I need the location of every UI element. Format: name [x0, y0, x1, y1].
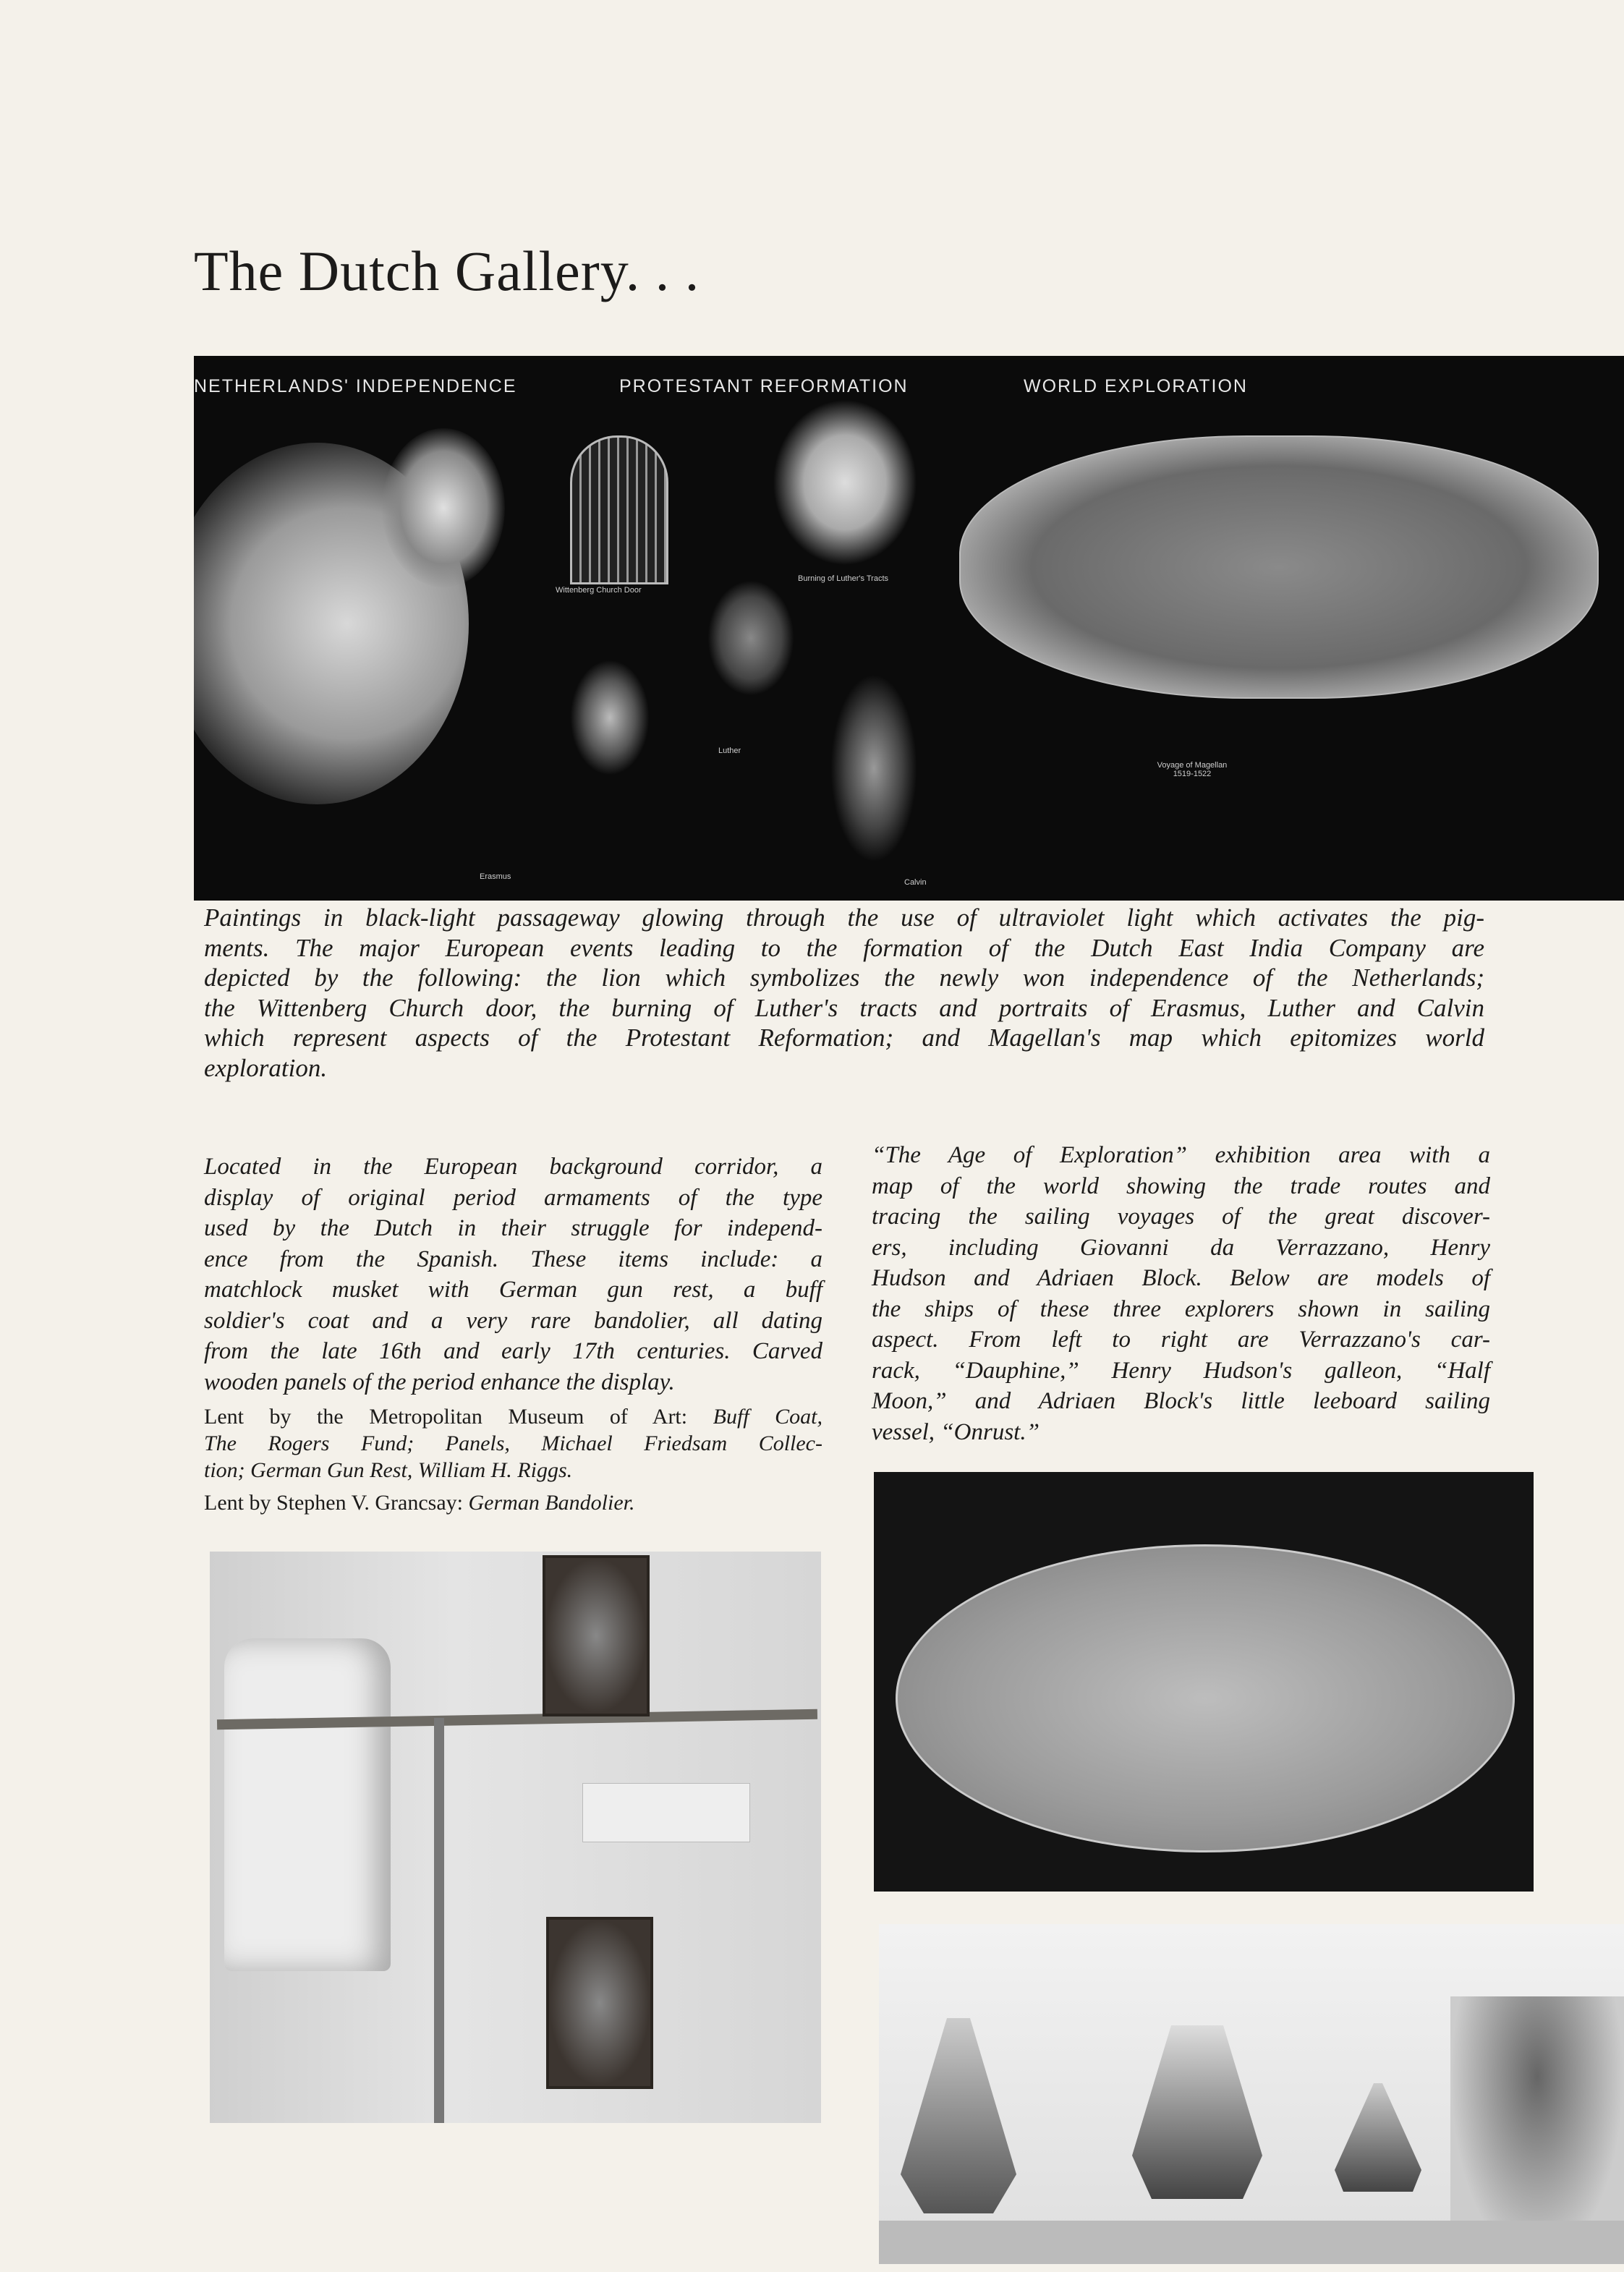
heading-world-exploration: WORLD EXPLORATION: [1024, 376, 1248, 396]
credit-italic: German Bandolier.: [468, 1491, 635, 1515]
page-title: The Dutch Gallery. . .: [194, 239, 700, 302]
luther-portrait: [707, 580, 794, 696]
exploration-line: tracing the sailing voyages of the great discover-: [872, 1204, 1490, 1230]
armaments-line: soldier's coat and a very rare bandolier, all dating: [204, 1307, 822, 1334]
credit-roman: Lent by the Metropolitan Museum of Art:: [204, 1405, 713, 1429]
label-magellan-years: 1519-1522: [1173, 770, 1212, 778]
exploration-line: vessel, “Onrust.”: [872, 1418, 1040, 1445]
heading-netherlands-independence: NETHERLANDS' INDEPENDENCE: [194, 376, 517, 396]
erasmus-portrait: [570, 660, 650, 775]
caption-line: the Wittenberg Church door, the burning of Luther's tracts and portraits of Erasmus, Luther and Calvin: [204, 993, 1484, 1022]
buff-coat: [224, 1638, 391, 1971]
credit-metropolitan: [204, 1403, 822, 1484]
half-moon-ship-model: [1132, 2025, 1262, 2199]
label-magellan-title: Voyage of Magellan: [1157, 761, 1228, 770]
exhibit-label-card: [582, 1783, 750, 1842]
armaments-line: wooden panels of the period enhance the display.: [204, 1369, 675, 1395]
label-burning-tracts: Burning of Luther's Tracts: [798, 574, 888, 583]
black-light-paintings-photo: [194, 356, 1624, 901]
caption-line: which represent aspects of the Protestant Reformation; and Magellan's map which epitomizes world: [204, 1024, 1484, 1052]
label-calvin: Calvin: [904, 878, 927, 887]
armaments-text: [204, 1152, 822, 1397]
ship-models-photo: [879, 1924, 1624, 2264]
heading-protestant-reformation: PROTESTANT REFORMATION: [619, 376, 909, 396]
exploration-line: Moon,” and Adriaen Block's little leeboard sailing: [872, 1388, 1490, 1414]
exploration-line: aspect. From left to right are Verrazzano's car-: [872, 1327, 1490, 1353]
armaments-line: from the late 16th and early 17th centuries. Carved: [204, 1338, 822, 1364]
carved-panel-top: [543, 1555, 650, 1716]
credit-grancsay: [204, 1489, 822, 1516]
armaments-line: Located in the European background corridor, a: [204, 1154, 822, 1180]
exploration-line: rack, “Dauphine,” Henry Hudson's galleon, “Half: [872, 1357, 1490, 1384]
label-church-door: Wittenberg Church Door: [556, 586, 642, 595]
armaments-line: display of original period armaments of the type: [204, 1184, 822, 1211]
armaments-line: matchlock musket with German gun rest, a buff: [204, 1277, 822, 1303]
armaments-line: ence from the Spanish. These items include: a: [204, 1246, 822, 1272]
age-of-exploration-map-photo: [874, 1472, 1534, 1892]
exploration-description: [872, 1140, 1490, 1447]
dauphine-ship-model: [901, 2018, 1016, 2213]
caption-line: ments. The major European events leading to the formation of the Dutch East India Company are: [204, 933, 1484, 962]
burning-tracts-painting: [773, 399, 917, 566]
exploration-line: Hudson and Adriaen Block. Below are models of: [872, 1265, 1490, 1291]
caption-line: Paintings in black-light passageway glowing through the use of ultraviolet light which activates the pig-: [204, 903, 1484, 932]
credit-italic: Buff Coat,: [713, 1405, 823, 1429]
exploration-line: the ships of these three explorers shown in sailing: [872, 1295, 1490, 1322]
armaments-description: [204, 1152, 822, 1516]
gun-rest: [434, 1718, 444, 2123]
credit-line: tion; German Gun Rest, William H. Riggs.: [204, 1458, 573, 1482]
caption-line: exploration.: [204, 1053, 328, 1082]
exploration-line: map of the world showing the trade routes and: [872, 1173, 1490, 1199]
calvin-portrait: [830, 674, 917, 862]
onrust-ship-model: [1335, 2083, 1421, 2192]
credit-line: The Rogers Fund; Panels, Michael Friedsam Collec-: [204, 1431, 822, 1455]
credit-roman: Lent by Stephen V. Grancsay:: [204, 1491, 469, 1515]
label-magellan: [1149, 761, 1236, 778]
exploration-line: “The Age of Exploration” exhibition area with a: [872, 1142, 1490, 1168]
banner-caption: [204, 903, 1484, 1083]
label-erasmus: Erasmus: [480, 872, 511, 881]
armaments-display-photo: [210, 1552, 821, 2123]
exploration-line: ers, including Giovanni da Verrazzano, Henry: [872, 1234, 1490, 1261]
church-door-painting: [570, 435, 668, 584]
magellan-world-map: [959, 435, 1599, 699]
label-luther: Luther: [718, 746, 741, 755]
carved-panel-bottom: [546, 1917, 653, 2089]
armaments-line: used by the Dutch in their struggle for independ-: [204, 1215, 822, 1241]
caption-line: depicted by the following: the lion which symbolizes the newly won independence of the Netherlands;: [204, 963, 1484, 992]
